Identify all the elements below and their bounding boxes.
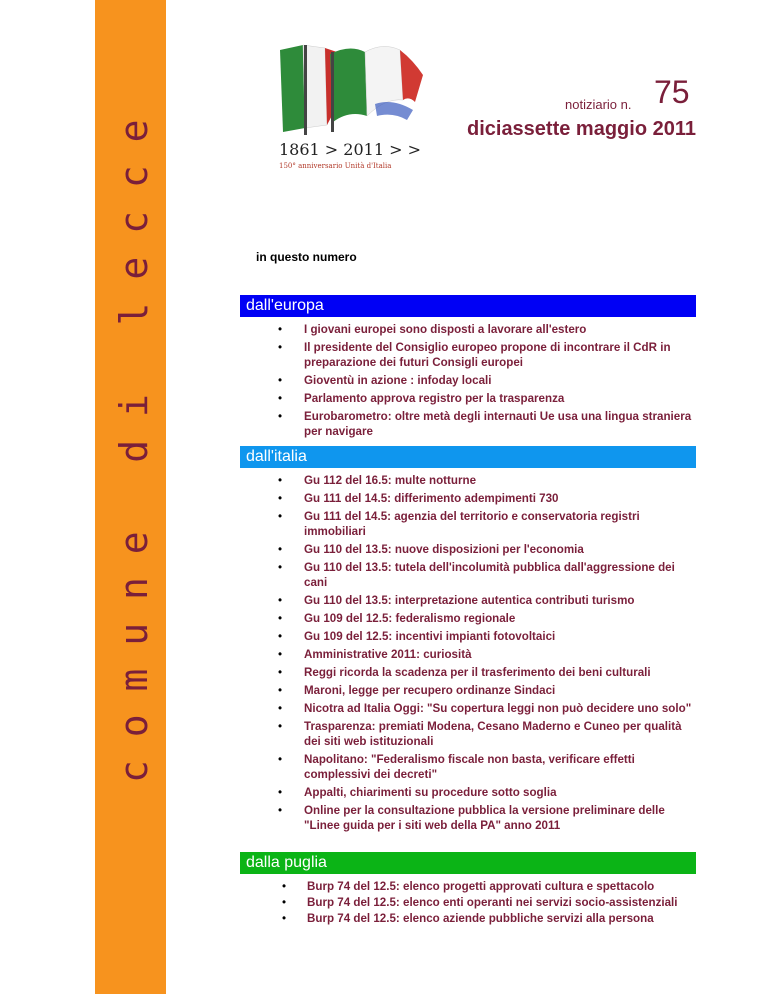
bullet-icon: • xyxy=(282,912,287,925)
article-title: Gu 111 del 14.5: agenzia del territorio e conservatoria registri immobiliari xyxy=(304,510,640,538)
article-title: Maroni, legge per recupero ordinanze Sindaci xyxy=(304,684,556,697)
article-link[interactable] xyxy=(240,542,696,557)
section-header: dall'europa xyxy=(240,295,696,317)
bullet-icon: • xyxy=(278,474,283,487)
article-link[interactable] xyxy=(240,895,696,910)
article-link[interactable] xyxy=(240,665,696,680)
bullet-icon: • xyxy=(278,543,283,556)
article-title: I giovani europei sono disposti a lavorare all'estero xyxy=(304,323,587,336)
article-title: Online per la consultazione pubblica la versione preliminare delle "Linee guida per i siti web della PA" anno 2011 xyxy=(304,804,665,832)
article-link[interactable] xyxy=(240,629,696,644)
article-title: Gu 109 del 12.5: incentivi impianti fotovoltaici xyxy=(304,630,556,643)
article-title: Burp 74 del 12.5: elenco aziende pubbliche servizi alla persona xyxy=(307,912,654,925)
bullet-icon: • xyxy=(278,630,283,643)
article-list xyxy=(240,879,696,926)
bullet-icon: • xyxy=(278,392,283,405)
issue-number: 75 xyxy=(654,74,690,110)
article-link[interactable] xyxy=(240,409,696,439)
bullet-icon: • xyxy=(278,684,283,697)
article-link[interactable] xyxy=(240,473,696,488)
bullet-icon: • xyxy=(278,492,283,505)
article-link[interactable] xyxy=(240,719,696,749)
logo-flag-left xyxy=(280,45,305,132)
bullet-icon: • xyxy=(278,561,283,574)
article-link[interactable] xyxy=(240,491,696,506)
article-link[interactable] xyxy=(240,611,696,626)
bullet-icon: • xyxy=(278,594,283,607)
article-link[interactable] xyxy=(240,560,696,590)
article-title: Gioventù in azione : infoday locali xyxy=(304,374,492,387)
issue-date: diciassette maggio 2011 xyxy=(466,118,696,140)
article-link[interactable] xyxy=(240,509,696,539)
article-link[interactable] xyxy=(240,803,696,833)
article-title: Gu 110 del 13.5: nuove disposizioni per l'economia xyxy=(304,543,584,556)
article-title: Eurobarometro: oltre metà degli internauti Ue usa una lingua straniera per navigare xyxy=(304,410,692,438)
article-title: Il presidente del Consiglio europeo propone di incontrare il CdR in preparazione dei futuri Consigli europei xyxy=(304,341,671,369)
article-link[interactable] xyxy=(240,391,696,406)
issue-prefix: notiziario n. xyxy=(565,97,632,112)
bullet-icon: • xyxy=(282,896,287,909)
article-title: Gu 111 del 14.5: differimento adempimenti 730 xyxy=(304,492,559,505)
article-title: Gu 112 del 16.5: multe notturne xyxy=(304,474,477,487)
article-link[interactable] xyxy=(240,752,696,782)
article-link[interactable] xyxy=(240,785,696,800)
bullet-icon: • xyxy=(278,666,283,679)
sidebar-title: c o m u n e d i l e c c e xyxy=(112,119,156,783)
article-list xyxy=(240,473,696,833)
article-list xyxy=(240,322,696,439)
section-header: dalla puglia xyxy=(240,852,696,874)
bullet-icon: • xyxy=(278,510,283,523)
article-title: Appalti, chiarimenti su procedure sotto soglia xyxy=(304,786,557,799)
article-link[interactable] xyxy=(240,593,696,608)
article-title: Reggi ricorda la scadenza per il trasferimento dei beni culturali xyxy=(304,666,651,679)
article-link[interactable] xyxy=(240,911,696,926)
unity-anniversary-logo xyxy=(275,40,432,178)
article-link[interactable] xyxy=(240,373,696,388)
article-title: Napolitano: "Federalismo fiscale non basta, verificare effetti complessivi dei decreti" xyxy=(304,753,635,781)
bullet-icon: • xyxy=(278,341,283,354)
bullet-icon: • xyxy=(278,410,283,423)
article-title: Gu 109 del 12.5: federalismo regionale xyxy=(304,612,516,625)
article-title: Nicotra ad Italia Oggi: "Su copertura leggi non può decidere uno solo" xyxy=(304,702,692,715)
in-this-issue-label: in questo numero xyxy=(256,250,357,264)
bullet-icon: • xyxy=(278,323,283,336)
bullet-icon: • xyxy=(278,374,283,387)
section-italia xyxy=(240,446,696,836)
bullet-icon: • xyxy=(278,804,283,817)
article-link[interactable] xyxy=(240,879,696,894)
bullet-icon: • xyxy=(278,702,283,715)
article-title: Amministrative 2011: curiosità xyxy=(304,648,472,661)
bullet-icon: • xyxy=(278,648,283,661)
article-link[interactable] xyxy=(240,683,696,698)
article-title: Trasparenza: premiati Modena, Cesano Maderno e Cuneo per qualità dei siti web istituzionali xyxy=(304,720,682,748)
bullet-icon: • xyxy=(278,786,283,799)
article-link[interactable] xyxy=(240,322,696,337)
bullet-icon: • xyxy=(282,880,287,893)
logo-years: 1861 > 2011 > > xyxy=(279,140,421,159)
section-header: dall'italia xyxy=(240,446,696,468)
article-link[interactable] xyxy=(240,701,696,716)
article-title: Gu 110 del 13.5: interpretazione autentica contributi turismo xyxy=(304,594,635,607)
article-link[interactable] xyxy=(240,647,696,662)
article-title: Gu 110 del 13.5: tutela dell'incolumità pubblica dall'aggressione dei cani xyxy=(304,561,675,589)
article-title: Burp 74 del 12.5: elenco progetti approvati cultura e spettacolo xyxy=(307,880,655,893)
bullet-icon: • xyxy=(278,753,283,766)
bullet-icon: • xyxy=(278,720,283,733)
section-puglia xyxy=(240,852,696,927)
article-title: Parlamento approva registro per la trasparenza xyxy=(304,392,565,405)
logo-caption: 150° anniversario Unità d'Italia xyxy=(279,162,392,170)
article-link[interactable] xyxy=(240,340,696,370)
bullet-icon: • xyxy=(278,612,283,625)
section-europa xyxy=(240,295,696,442)
logo-flag-right xyxy=(330,48,367,122)
article-title: Burp 74 del 12.5: elenco enti operanti nei servizi socio-assistenziali xyxy=(307,896,678,909)
